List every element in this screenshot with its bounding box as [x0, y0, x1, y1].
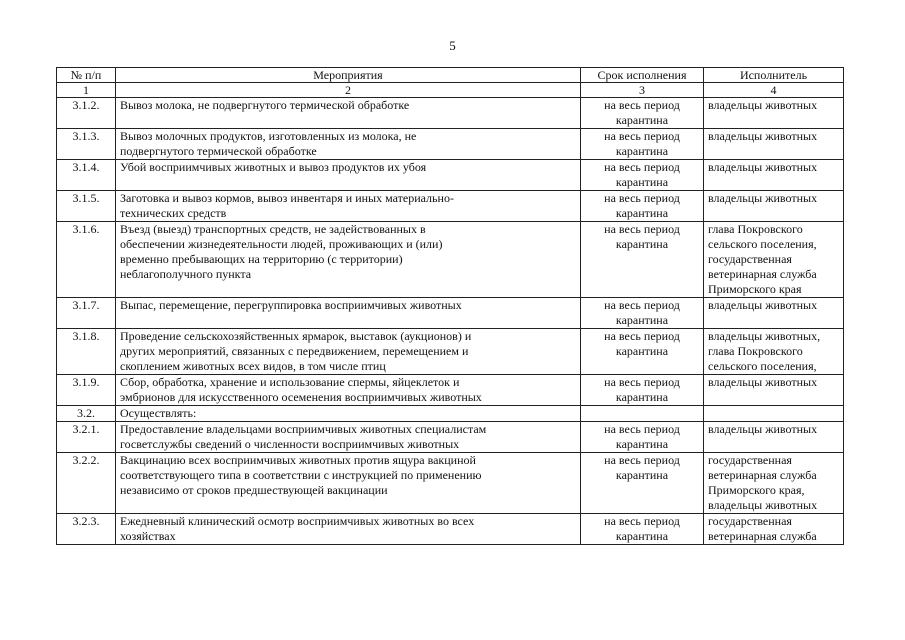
row-executor-line: ветеринарная служба — [708, 529, 817, 543]
row-term-line: карантина — [615, 144, 669, 158]
row-action-line: Сбор, обработка, хранение и использование спермы, яйцеклеток и — [120, 375, 460, 389]
row-action — [116, 160, 581, 191]
row-action-line: скоплением животных всех видов, в том числе птиц — [120, 359, 386, 373]
row-executor-line: Приморского края, — [708, 483, 805, 497]
row-number: 3.1.8. — [57, 329, 116, 375]
row-executor — [704, 298, 844, 329]
row-term-line: на весь период — [604, 98, 680, 112]
row-action-line: обеспечении жизнедеятельности людей, проживающих и (или) — [120, 237, 443, 251]
row-term-line: на весь период — [604, 222, 680, 236]
row-term-line: на весь период — [604, 160, 680, 174]
row-term — [581, 422, 704, 453]
row-term-line: на весь период — [604, 453, 680, 467]
table-row — [57, 222, 844, 298]
row-number: 3.1.4. — [57, 160, 116, 191]
row-term-line: карантина — [615, 529, 669, 543]
table-row — [57, 514, 844, 545]
row-action — [116, 406, 581, 422]
row-number: 3.1.7. — [57, 298, 116, 329]
row-executor-line: владельцы животных — [708, 375, 818, 389]
table-row — [57, 375, 844, 406]
row-action — [116, 129, 581, 160]
row-executor — [704, 375, 844, 406]
row-executor — [704, 514, 844, 545]
row-term-line: карантина — [615, 344, 669, 358]
row-action-line: Убой восприимчивых животных и вывоз продуктов их убоя — [120, 160, 427, 174]
table-row — [57, 453, 844, 514]
row-term — [581, 191, 704, 222]
row-executor-line: сельского поселения, — [708, 359, 817, 373]
row-executor — [704, 329, 844, 375]
row-action-line: технических средств — [120, 206, 227, 220]
row-executor-line: государственная — [708, 252, 792, 266]
row-executor-line: владельцы животных — [708, 298, 818, 312]
measures-table — [56, 67, 844, 545]
row-action — [116, 329, 581, 375]
header-executor: Исполнитель — [704, 68, 844, 83]
row-number: 3.1.3. — [57, 129, 116, 160]
row-term-line: на весь период — [604, 129, 680, 143]
row-executor-line: Приморского края — [708, 282, 802, 296]
row-number: 3.1.5. — [57, 191, 116, 222]
header-action: Мероприятия — [116, 68, 581, 83]
row-executor — [704, 191, 844, 222]
row-action-line: госветслужбы сведений о численности восприимчивых животных — [120, 437, 460, 451]
row-term-line: на весь период — [604, 329, 680, 343]
row-action — [116, 453, 581, 514]
page-number: 5 — [449, 38, 456, 53]
row-term-line: карантина — [615, 437, 669, 451]
row-executor — [704, 160, 844, 191]
row-action — [116, 422, 581, 453]
row-executor-line: владельцы животных, — [708, 329, 821, 343]
row-term-line: на весь период — [604, 514, 680, 528]
table-row — [57, 298, 844, 329]
table-row — [57, 160, 844, 191]
row-action-line: Вывоз молочных продуктов, изготовленных из молока, не — [120, 129, 417, 143]
row-term-line: на весь период — [604, 375, 680, 389]
row-term-line: на весь период — [604, 191, 680, 205]
row-action-line: хозяйствах — [120, 529, 176, 543]
row-executor-line: владельцы животных — [708, 98, 818, 112]
row-executor — [704, 422, 844, 453]
row-number: 3.2.1. — [57, 422, 116, 453]
row-term — [581, 453, 704, 514]
table-row — [57, 98, 844, 129]
table-row — [57, 406, 844, 422]
row-action-line: подвергнутого термической обработке — [120, 144, 317, 158]
row-number: 3.2. — [57, 406, 116, 422]
row-action — [116, 222, 581, 298]
row-executor — [704, 98, 844, 129]
row-action-line: других мероприятий, связанных с передвижением, перемещением и — [120, 344, 469, 358]
row-action-line: независимо от сроков предшествующей вакцинации — [120, 483, 388, 497]
row-action-line: неблагополучного пункта — [120, 267, 252, 281]
row-action-line: Осуществлять: — [120, 406, 197, 420]
row-term-line: на весь период — [604, 422, 680, 436]
row-term — [581, 375, 704, 406]
header-number: № п/п — [57, 68, 116, 83]
row-executor-line: владельцы животных — [708, 129, 818, 143]
row-executor — [704, 453, 844, 514]
row-action — [116, 514, 581, 545]
row-term-line: карантина — [615, 390, 669, 404]
row-action-line: соответствующего типа в соответствии с инструкцией по применению — [120, 468, 482, 482]
row-executor-line: глава Покровского — [708, 344, 803, 358]
row-executor — [704, 222, 844, 298]
row-term — [581, 329, 704, 375]
row-number: 3.1.6. — [57, 222, 116, 298]
row-action-line: Выпас, перемещение, перегруппировка восприимчивых животных — [120, 298, 462, 312]
row-executor-line: владельцы животных — [708, 498, 818, 512]
row-action-line: Проведение сельскохозяйственных ярмарок, выставок (аукционов) и — [120, 329, 472, 343]
row-action-line: Въезд (выезд) транспортных средств, не задействованных в — [120, 222, 426, 236]
row-term-line: карантина — [615, 313, 669, 327]
row-executor — [704, 129, 844, 160]
row-action-line: Вывоз молока, не подвергнутого термической обработке — [120, 98, 410, 112]
row-action-line: Ежедневный клинический осмотр восприимчивых животных во всех — [120, 514, 475, 528]
table-row — [57, 129, 844, 160]
row-term — [581, 514, 704, 545]
row-action-line: Заготовка и вывоз кормов, вывоз инвентаря и иных материально- — [120, 191, 454, 205]
table-row — [57, 191, 844, 222]
row-executor-line: владельцы животных — [708, 422, 818, 436]
row-term — [581, 129, 704, 160]
row-term-line: карантина — [615, 468, 669, 482]
row-term — [581, 298, 704, 329]
row-action-line: Предоставление владельцами восприимчивых животных специалистам — [120, 422, 487, 436]
header-term: Срок исполнения — [581, 68, 704, 83]
row-number: 3.2.3. — [57, 514, 116, 545]
row-action — [116, 298, 581, 329]
row-action-line: временно пребывающих на территорию (с территории) — [120, 252, 403, 266]
row-term-line: карантина — [615, 113, 669, 127]
row-executor-line: владельцы животных — [708, 160, 818, 174]
row-executor-line: государственная — [708, 453, 792, 467]
table-row — [57, 422, 844, 453]
row-executor-line: сельского поселения, — [708, 237, 817, 251]
table-body — [57, 98, 844, 545]
row-number: 3.2.2. — [57, 453, 116, 514]
row-executor-line: владельцы животных — [708, 191, 818, 205]
row-number: 3.1.2. — [57, 98, 116, 129]
index-3: 3 — [581, 83, 704, 98]
table-row — [57, 329, 844, 375]
row-action — [116, 375, 581, 406]
row-number: 3.1.9. — [57, 375, 116, 406]
row-executor-line: государственная — [708, 514, 792, 528]
row-term — [581, 160, 704, 191]
index-4: 4 — [704, 83, 844, 98]
index-1: 1 — [57, 83, 116, 98]
table-header-row — [57, 68, 844, 83]
row-term — [581, 98, 704, 129]
column-index-row — [57, 83, 844, 98]
row-term — [581, 222, 704, 298]
row-term — [581, 406, 704, 422]
row-action-line: эмбрионов для искусственного осеменения восприимчивых животных — [120, 390, 482, 404]
row-executor-line: глава Покровского — [708, 222, 803, 236]
row-term-line: карантина — [615, 206, 669, 220]
row-term-line: карантина — [615, 237, 669, 251]
row-action — [116, 191, 581, 222]
row-action-line: Вакцинацию всех восприимчивых животных против ящура вакциной — [120, 453, 476, 467]
row-term-line: карантина — [615, 175, 669, 189]
row-executor-line: ветеринарная служба — [708, 468, 817, 482]
row-term-line: на весь период — [604, 298, 680, 312]
row-action — [116, 98, 581, 129]
row-executor-line: ветеринарная служба — [708, 267, 817, 281]
index-2: 2 — [116, 83, 581, 98]
row-executor — [704, 406, 844, 422]
